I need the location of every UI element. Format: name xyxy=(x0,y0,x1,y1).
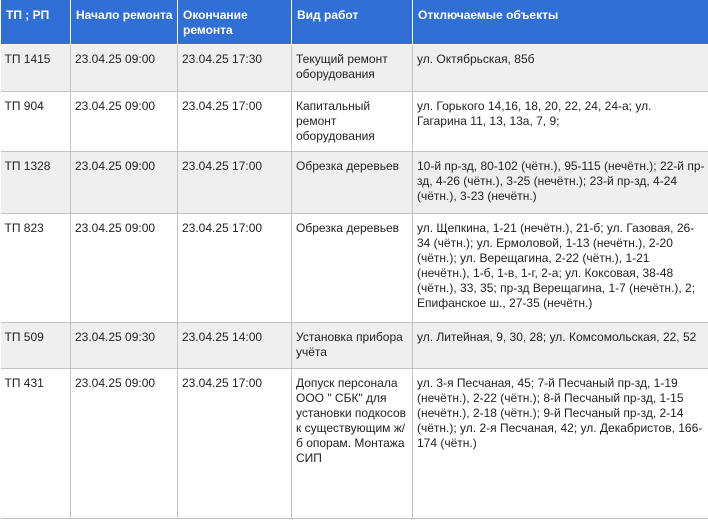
header-tp: ТП ; РП xyxy=(1,0,71,44)
cell-tp: ТП 1415 xyxy=(1,44,71,91)
table-row xyxy=(1,151,708,213)
cell-work: Обрезка деревьев xyxy=(292,151,413,213)
cell-work: Текущий ремонт оборудования xyxy=(292,44,413,91)
cell-work: Допуск персонала ООО " СБК" для установки подкосов к существующим ж/б опорам. Монтажа СИП xyxy=(292,368,413,518)
cell-end: 23.04.25 17:00 xyxy=(178,91,292,151)
cell-tp: ТП 823 xyxy=(1,213,71,322)
header-objects: Отключаемые объекты xyxy=(413,0,708,44)
cell-tp: ТП 904 xyxy=(1,91,71,151)
table-row xyxy=(1,368,708,518)
cell-end: 23.04.25 14:00 xyxy=(178,322,292,368)
cell-end: 23.04.25 17:00 xyxy=(178,368,292,518)
table-row xyxy=(1,322,708,368)
cell-tp: ТП 1328 xyxy=(1,151,71,213)
cell-tp: ТП 431 xyxy=(1,368,71,518)
cell-end: 23.04.25 17:00 xyxy=(178,151,292,213)
cell-objects: ул. Щепкина, 1-21 (нечётн.), 21-б; ул. Газовая, 26-34 (чётн.); ул. Ермоловой, 1-13 (нечётн.), 2-20 (чётн.); ул. Верещагина, 2-22 (чётн.), 1-21 (нечётн.), 1-б, 1-в, 1-г, 2-а; ул. Коксовая, 38-48 (чётн.), 33, 35; пр-зд Верещагина, 1-7 (нечётн.), 2; Епифанское ш., 27-35 (нечётн.) xyxy=(413,213,708,322)
header-row xyxy=(1,0,708,44)
cell-objects: ул. Литейная, 9, 30, 28; ул. Комсомольская, 22, 52 xyxy=(413,322,708,368)
cell-end: 23.04.25 17:00 xyxy=(178,213,292,322)
cell-start: 23.04.25 09:00 xyxy=(71,151,178,213)
cell-tp: ТП 509 xyxy=(1,322,71,368)
cell-work: Капитальный ремонт оборудования xyxy=(292,91,413,151)
header-work: Вид работ xyxy=(292,0,413,44)
cell-objects: 10-й пр-зд, 80-102 (чётн.), 95-115 (нечётн.); 22-й пр-зд, 4-26 (чётн.), 3-25 (нечётн.); 23-й пр-зд, 4-24 (чётн.), 3-23 (нечётн.) xyxy=(413,151,708,213)
header-end: Окончание ремонта xyxy=(178,0,292,44)
cell-objects: ул. Горького 14,16, 18, 20, 22, 24, 24-а; ул. Гагарина 11, 13, 13а, 7, 9; xyxy=(413,91,708,151)
cell-start: 23.04.25 09:00 xyxy=(71,213,178,322)
cell-work: Установка прибора учёта xyxy=(292,322,413,368)
cell-end: 23.04.25 17:30 xyxy=(178,44,292,91)
header-start: Начало ремонта xyxy=(71,0,178,44)
table-row xyxy=(1,44,708,91)
table-row xyxy=(1,213,708,322)
cell-start: 23.04.25 09:00 xyxy=(71,368,178,518)
cell-work: Обрезка деревьев xyxy=(292,213,413,322)
cell-objects: ул. Октябрьская, 85б xyxy=(413,44,708,91)
cell-objects: ул. 3-я Песчаная, 45; 7-й Песчаный пр-зд, 1-19 (нечётн.), 2-22 (чётн.); 8-й Песчаный пр-зд, 1-15 (нечётн.), 2-18 (чётн.); 9-й Песчаный пр-зд, 2-14 (чётн.); ул. 2-я Песчаная, 42; ул. Декабристов, 166-174 (чётн.) xyxy=(413,368,708,518)
cell-start: 23.04.25 09:30 xyxy=(71,322,178,368)
cell-start: 23.04.25 09:00 xyxy=(71,91,178,151)
cell-start: 23.04.25 09:00 xyxy=(71,44,178,91)
table-row xyxy=(1,91,708,151)
